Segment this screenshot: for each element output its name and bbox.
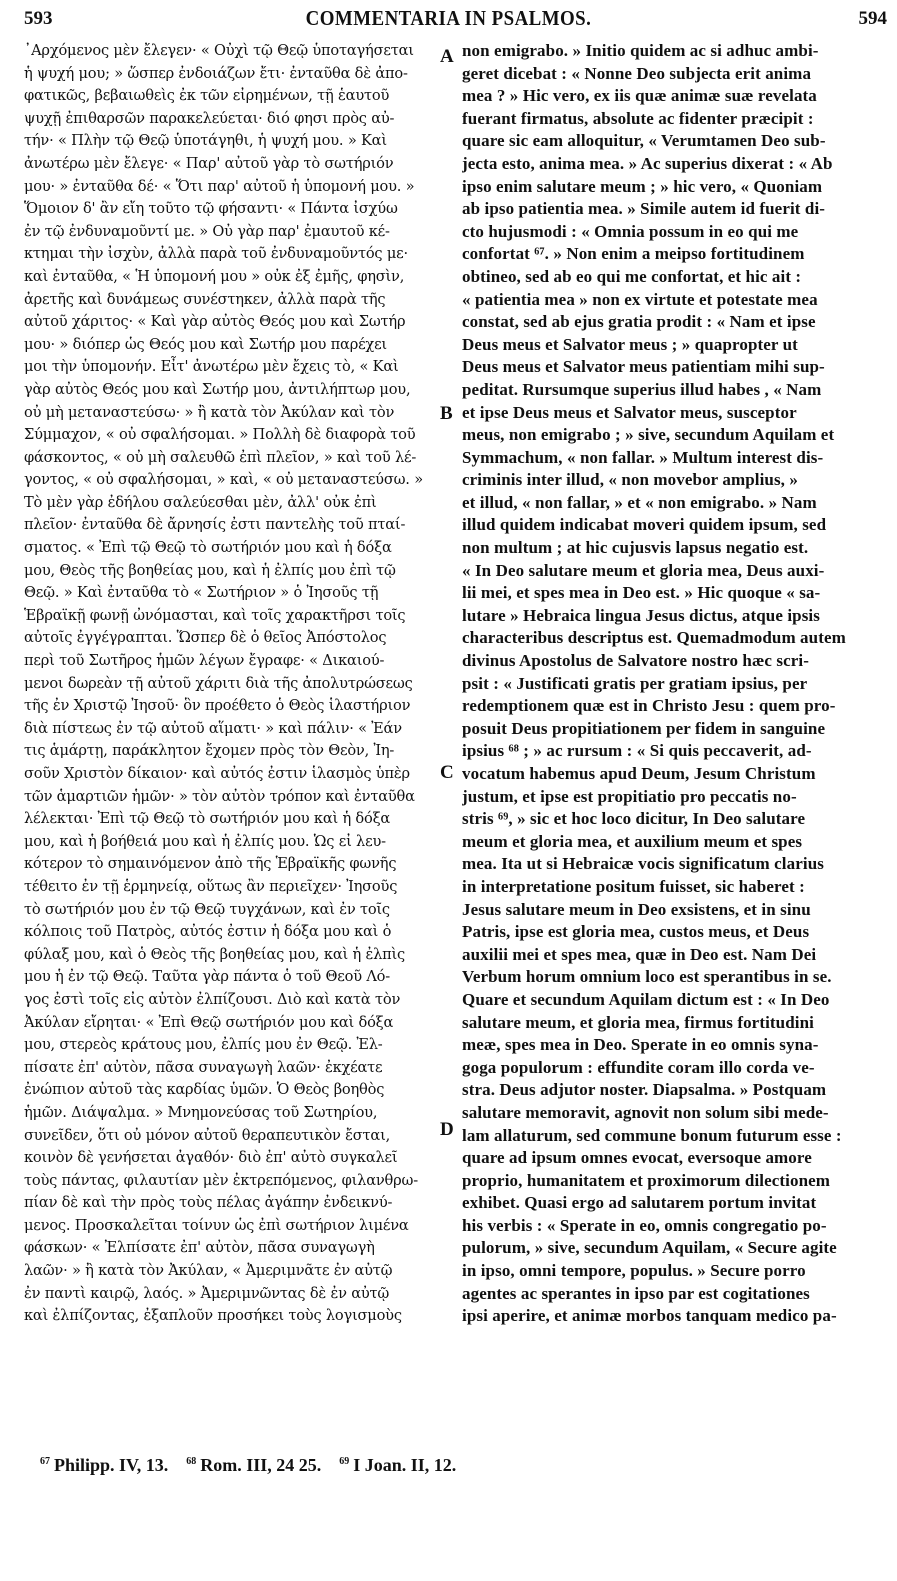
- greek-text-line: Ὅμοιον δ' ἂν εἴη τοῦτο τῷ φήσαντι· « Πάντα ἰσχύω: [24, 200, 398, 218]
- latin-text-line: vocatum habemus apud Deum, Jesum Christum: [462, 764, 816, 783]
- latin-text-line: meus, non emigrabo ; » sive, secundum Aquilam et: [462, 425, 835, 445]
- greek-text-line: μοι τὴν ὑπομονήν. Εἶτ' ἀνωτέρω μὲν ἔχεις τὸ, « Καὶ: [24, 358, 399, 376]
- footnote: [339, 1455, 456, 1475]
- footnote-text: Philipp. IV, 13.: [54, 1455, 169, 1475]
- latin-text-line: « patientia mea » non ex virtute et potestate mea: [462, 289, 818, 309]
- greek-text-line: τέθειτο ἐν τῇ ἑρμηνείᾳ, οὕτως ἂν περιεῖχεν· Ἰησοῦς: [24, 877, 398, 895]
- footnote: [40, 1455, 168, 1475]
- footnote-text: Rom. III, 24 25.: [200, 1455, 322, 1475]
- greek-text-line: ἐνώπιον αὐτοῦ τὰς καρδίας ὑμῶν. Ὁ Θεὸς βοηθὸς: [24, 1081, 385, 1099]
- greek-text-line: περὶ τοῦ Σωτῆρος ἡμῶν λέγων ἔγραφε· « Δικαιού-: [24, 652, 385, 670]
- page-number-right: 594: [858, 8, 887, 29]
- greek-text-line: ἐν παντὶ καιρῷ, λαός. » Ἀμεριμνῶντας δὲ ἐν αὐτῷ: [24, 1284, 390, 1302]
- latin-text-line: proprio, humanitatem et proximorum dilectionem: [462, 1170, 831, 1190]
- greek-text-line: μενος. Προσκαλεῖται τοίνυν ὡς ἐπὶ σωτήριον λιμένα: [24, 1216, 409, 1234]
- running-title: COMMENTARIA IN PSALMOS.: [305, 6, 592, 30]
- latin-text-line: peditat. Rursumque superius illud habes , « Nam: [462, 379, 822, 399]
- latin-text-line: constat, sed ab ejus gratia prodit : « Nam et ipse: [462, 312, 816, 332]
- latin-text-line: stris ⁶⁹, » sic et hoc loco dicitur, In Deo salutare: [462, 809, 806, 829]
- latin-text-line: justum, et ipse est propitiatio pro peccatis no-: [462, 786, 797, 806]
- greek-text-line: τήν· « Πλὴν τῷ Θεῷ ὑποτάγηθι, ἡ ψυχή μου. » Καὶ: [24, 132, 387, 150]
- latin-text-line: confortat ⁶⁷. » Non enim a meipso fortitudinem: [462, 244, 805, 264]
- greek-text-line: φύλαξ μου, καὶ ὁ Θεὸς τῆς βοηθείας μου, καὶ ἡ ἐλπὶς: [24, 945, 406, 963]
- greek-text-line: Ἀκύλαν εἴρηται· « Ἐπὶ Θεῷ σωτήριόν μου καὶ δόξα: [24, 1013, 394, 1031]
- latin-text-line: illud quidem indicabat moveri quidem ipsum, sed: [462, 515, 827, 535]
- greek-text-line: ἀρετῆς καὶ δυνάμεως συνέστηκεν, ἀλλὰ παρὰ τῆς: [24, 290, 386, 308]
- latin-text-line: exhibet. Quasi ergo ad salutarem portum invitat: [462, 1193, 817, 1213]
- latin-text-line: « In Deo salutare meum et gloria mea, Deus auxi-: [462, 560, 825, 580]
- greek-text-line: τις ἁμάρτῃ, παράκλητον ἔχομεν πρὸς τὸν Θεὸν, Ἰη-: [24, 742, 395, 760]
- latin-text-line: Deus meus et Salvator meus ; » quapropter ut: [462, 334, 798, 354]
- greek-text-line: τῆς ἐν Χριστῷ Ἰησοῦ· ὃν προέθετο ὁ Θεὸς ἱλαστήριον: [24, 697, 411, 715]
- page-number-left: 593: [24, 8, 53, 29]
- greek-text-line: γοντος, « οὐ σφαλήσομαι, » καὶ, « οὐ μεταναστεύσω. »: [24, 471, 423, 489]
- latin-text-line: lam allaturum, sed commune bonum futurum esse :: [462, 1125, 842, 1145]
- greek-text-line: κτημαι τὴν ἰσχὺν, ἀλλὰ παρὰ τοῦ ἐνδυναμοῦντός με·: [24, 245, 408, 263]
- footnote: [186, 1455, 321, 1475]
- latin-text-line: in interpretatione positum fuisset, sic haberet :: [462, 876, 805, 896]
- latin-text-line: Jesus salutare meum in Deo exsistens, et in sinu: [462, 899, 811, 919]
- greek-text-line: λαῶν· » ἢ κατὰ τὸν Ἀκύλαν, « Ἀμεριμνᾶτε ἐν αὐτῷ: [24, 1262, 393, 1280]
- footnote-number: 67: [40, 1456, 50, 1467]
- latin-text-line: agentes ac sperantes in ipso par est cogitationes: [462, 1283, 810, 1303]
- greek-text-line: μου, στερεὸς κράτους μου, ἐλπίς μου ἐν Θεῷ. Ἐλ-: [24, 1036, 383, 1054]
- greek-text-line: πίσατε ἐπ' αὐτὸν, πᾶσα συναγωγὴ λαῶν· ἐκχέατε: [24, 1058, 383, 1076]
- latin-text-line: ipso enim salutare meum ; » hic vero, « Quoniam: [462, 176, 823, 196]
- greek-text-line: γος ἐστὶ τοῖς εἰς αὐτὸν ἐλπίζουσι. Διὸ καὶ κατὰ τὸν: [24, 990, 401, 1008]
- latin-text-line: ipsi aperire, et animæ morbos tanquam medico pa-: [462, 1306, 837, 1326]
- page-header: [0, 0, 897, 40]
- greek-text-line: Θεῷ. » Καὶ ἐνταῦθα τὸ « Σωτήριον » ὁ Ἰησοῦς τῇ: [24, 584, 379, 602]
- footnotes: [40, 1455, 880, 1476]
- latin-text-line: psit : « Justificati gratis per gratiam ipsius, per: [462, 673, 808, 693]
- latin-text-line: Verbum horum omnium loco est sperantibus in se.: [462, 967, 832, 987]
- greek-text-line: γὰρ αὐτὸς Θεός μου καὶ Σωτήρ μου, ἀντιλήπτωρ μου,: [24, 380, 411, 398]
- greek-text-line: φάσκοντος, « οὐ μὴ σαλευθῶ ἐπὶ πλεῖον, » καὶ τοῦ λέ-: [24, 448, 417, 466]
- latin-text-line: posuit Deus propitiationem per fidem in sanguine: [462, 718, 826, 738]
- greek-text-line: καὶ ἐλπίζοντας, ἐξαπλοῦν προσήκει τοὺς λογισμοὺς: [24, 1307, 402, 1325]
- latin-text-line: et ipse Deus meus et Salvator meus, susceptor: [462, 402, 797, 422]
- greek-text-line: Ἑβραϊκῇ φωνῇ ὠνόμασται, καὶ τοῖς χαρακτῆρσι τοῖς: [24, 606, 406, 624]
- latin-text-line: Symmachum, « non fallar. » Multum interest dis-: [462, 447, 824, 467]
- latin-text-line: his verbis : « Sperate in eo, omnis congregatio po-: [462, 1215, 827, 1235]
- latin-text-line: fuerant firmatus, absolute ac fidenter præcipit :: [462, 108, 814, 128]
- greek-text-line: αὐτοῦ χάριτος· « Καὶ γὰρ αὐτὸς Θεός μου καὶ Σωτήρ: [24, 313, 406, 331]
- greek-text-line: μου· » ἐνταῦθα δέ· « Ὅτι παρ' αὐτοῦ ἡ ὑπομονή μου. »: [24, 177, 415, 195]
- latin-text-line: Deus meus et Salvator meus patientiam mihi sup-: [462, 357, 825, 377]
- greek-text-line: ᾿Αρχόμενος μὲν ἔλεγεν· « Οὐχὶ τῷ Θεῷ ὑποταγήσεται: [24, 42, 414, 59]
- latin-text-line: non emigrabo. » Initio quidem ac si adhuc ambi-: [462, 41, 819, 60]
- latin-text-line: salutare meum, et gloria mea, firmus fortitudini: [462, 1012, 814, 1032]
- greek-text-line: καὶ ἐνταῦθα, « Ἡ ὑπομονή μου » οὐκ ἐξ ἐμῆς, φησὶν,: [24, 267, 405, 285]
- greek-text-line: πλεῖον· ἐνταῦθα δὲ ἄρνησίς ἐστι παντελὴς τοῦ πταί-: [24, 516, 406, 534]
- latin-text-line: pulorum, » sive, secundum Aquilam, « Secure agite: [462, 1238, 837, 1258]
- latin-text-line: cto hujusmodi : « Omnia possum in eo qui me: [462, 221, 799, 241]
- greek-text-line: πίαν δὲ καὶ τὴν πρὸς τοὺς πέλας ἀγάπην ἐνδεικνύ-: [24, 1194, 393, 1212]
- latin-text-line: jecta esto, anima mea. » Ac superius dixerat : « Ab: [462, 153, 833, 173]
- greek-text-line: μου, Θεὸς τῆς βοηθείας μου, καὶ ἡ ἐλπίς μου ἐπὶ τῷ: [24, 561, 396, 579]
- greek-text-line: σοῦν Χριστὸν δίκαιον· καὶ αὐτός ἐστιν ἱλασμὸς ὑπὲρ: [24, 765, 410, 782]
- latin-text-line: Patris, ipse est gloria mea, custos meus, et Deus: [462, 922, 810, 942]
- latin-text-line: mea. Ita ut si Hebraicæ vocis significatum clarius: [462, 854, 824, 874]
- greek-text-line: φάσκων· « Ἐλπίσατε ἐπ' αὐτὸν, πᾶσα συναγωγὴ: [24, 1239, 375, 1257]
- latin-text-line: geret dicebat : « Nonne Deo subjecta erit anima: [462, 63, 812, 83]
- greek-text-line: ἐν τῷ ἐνδυναμοῦντί με. » Οὐ γὰρ παρ' ἐμαυτοῦ κέ-: [24, 222, 390, 240]
- greek-text-line: κότερον τὸ σημαινόμενον ἀπὸ τῆς Ἑβραϊκῆς φωνῆς: [24, 855, 397, 873]
- greek-text-line: ἡ ψυχή μου; » ὥσπερ ἐνδοιάζων ἔτι· ἐνταῦθα δὲ ἀπο-: [24, 64, 408, 82]
- greek-text-line: ψυχῇ ἐπιθαρσῶν παρακελεύεται· διό φησι πρὸς αὐ-: [24, 109, 395, 127]
- greek-column: [24, 40, 438, 1440]
- greek-text-line: μου ἡ ἐν τῷ Θεῷ. Ταῦτα γὰρ πάντα ὁ τοῦ Θεοῦ Λό-: [24, 968, 391, 986]
- greek-text-line: αὐτοῖς ἐγγέγραπται. Ὥσπερ δὲ ὁ θεῖος Ἀπόστολος: [24, 629, 387, 647]
- greek-text-line: τὸ σωτήριόν μου ἐν τῷ Θεῷ τυγχάνων, καὶ ἐν τοῖς: [24, 900, 390, 918]
- latin-text-line: auxilii mei et spes mea, quæ in Deo est. Nam Dei: [462, 944, 817, 964]
- latin-text-line: non multum ; at hic cujusvis lapsus negatio est.: [462, 538, 809, 558]
- latin-text-line: ab ipso patientia mea. » Simile autem id fuerit di-: [462, 199, 826, 219]
- latin-text-line: in ipso, omni tempore, populus. » Secure porro: [462, 1261, 806, 1281]
- latin-column: [462, 40, 894, 1440]
- margin-marker-d: D: [440, 1119, 454, 1140]
- latin-text-line: quare ad ipsum omnes evocat, eversoque amore: [462, 1148, 812, 1168]
- greek-text-line: μου, καὶ ἡ βοήθειά μου καὶ ἡ ἐλπίς μου. Ὡς εἰ λευ-: [24, 832, 386, 850]
- greek-text-line: Τὸ μὲν γὰρ ἐδήλου σαλεύεσθαι μὲν, ἀλλ' οὐκ ἐπὶ: [24, 493, 377, 511]
- latin-text-line: meum et gloria mea, et auxilium meum et spes: [462, 831, 803, 851]
- latin-text-line: goga populorum : effundite coram illo corda ve-: [462, 1057, 815, 1077]
- greek-text-line: συνεῖδεν, ὅτι οὐ μόνον αὐτοῦ θεραπευτικὸν ἔσται,: [24, 1126, 391, 1144]
- latin-text-line: salutare memoravit, agnovit non solum sibi mede-: [462, 1102, 829, 1122]
- greek-text-line: ἡμῶν. Διάψαλμα. » Μνημονεύσας τοῦ Σωτηρίου,: [24, 1103, 378, 1121]
- greek-text-line: μου· » διόπερ ὡς Θεός μου καὶ Σωτήρ μου παρέχει: [24, 335, 387, 353]
- greek-text-line: λέλεκται· Ἐπὶ τῷ Θεῷ τὸ σωτήριόν μου καὶ ἡ δόξα: [24, 810, 391, 828]
- latin-text-line: lutare » Hebraica lingua Jesus dictus, atque ipsis: [462, 605, 820, 625]
- footnote-number: 68: [186, 1456, 197, 1467]
- latin-text-line: ipsius ⁶⁸ ; » ac rursum : « Si quis peccaverit, ad-: [462, 741, 812, 761]
- margin-marker-a: A: [440, 46, 454, 67]
- greek-text-line: διὰ πίστεως ἐν τῷ αὐτοῦ αἵματι· » καὶ πάλιν· « Ἐάν: [24, 719, 402, 737]
- margin-marker-c: C: [440, 762, 454, 783]
- greek-text-line: τῶν ἁμαρτιῶν ἡμῶν· » τὸν αὐτὸν τρόπον καὶ ἐνταῦθα: [24, 787, 415, 805]
- latin-text-line: divinus Apostolus de Salvatore nostro hæc scri-: [462, 651, 809, 671]
- greek-text-line: μενοι δωρεὰν τῇ αὐτοῦ χάριτι διὰ τῆς ἀπολυτρώσεως: [24, 674, 413, 692]
- latin-text-line: meæ, spes mea in Deo. Sperate in eo omnis syna-: [462, 1035, 819, 1055]
- latin-text-line: obtineo, sed ab eo qui me confortat, et hic ait :: [462, 266, 802, 286]
- greek-text-line: κόλποις τοῦ Πατρὸς, αὐτός ἐστιν ἡ δόξα μου καὶ ὁ: [24, 923, 392, 941]
- latin-text-line: lii mei, et spes mea in Deo est. » Hic quoque « sa-: [462, 583, 821, 603]
- latin-text-line: criminis inter illud, « non movebor amplius, »: [462, 470, 798, 490]
- greek-text-line: οὐ μὴ μεταναστεύσω· » ἢ κατὰ τὸν Ἀκύλαν καὶ τὸν: [24, 403, 395, 421]
- latin-text-line: mea ? » Hic vero, ex iis quæ animæ suæ revelata: [462, 86, 817, 106]
- footnote-number: 69: [339, 1456, 350, 1467]
- greek-text-line: σματος. « Ἐπὶ τῷ Θεῷ τὸ σωτήριόν μου καὶ ἡ δόξα: [24, 539, 392, 557]
- greek-text-line: τοὺς πάντας, φιλαυτίαν μὲν ἐκτρεπόμενος, φιλανθρω-: [24, 1171, 418, 1189]
- latin-text-line: characteribus descriptus est. Quemadmodum autem: [462, 628, 846, 648]
- latin-text-line: redemptionem quæ est in Christo Jesu : quem pro-: [462, 696, 836, 716]
- footnote-text: I Joan. II, 12.: [353, 1455, 457, 1475]
- latin-text-line: stra. Deus adjutor noster. Diapsalma. » Postquam: [462, 1080, 827, 1100]
- greek-text-line: Σύμμαχον, « οὐ σφαλήσομαι. » Πολλὴ δὲ διαφορὰ τοῦ: [24, 426, 416, 444]
- latin-text-line: et illud, « non fallar, » et « non emigrabo. » Nam: [462, 492, 817, 512]
- latin-text-line: quare sic eam alloquitur, « Verumtamen Deo sub-: [462, 131, 826, 151]
- greek-text-line: κοινὸν δὲ γενήσεται ἀγαθόν· διὸ ἐπ' αὐτὸ συγκαλεῖ: [24, 1149, 398, 1167]
- greek-text-line: φατικῶς, βεβαιωθεὶς ἐκ τῶν εἰρημένων, τῇ ἑαυτοῦ: [24, 87, 390, 105]
- margin-marker-b: B: [440, 403, 453, 424]
- greek-text-line: ἀνωτέρω μὲν ἔλεγε· « Παρ' αὐτοῦ γὰρ τὸ σωτήριόν: [24, 154, 394, 172]
- latin-text-line: Quare et secundum Aquilam dictum est : « In Deo: [462, 989, 830, 1009]
